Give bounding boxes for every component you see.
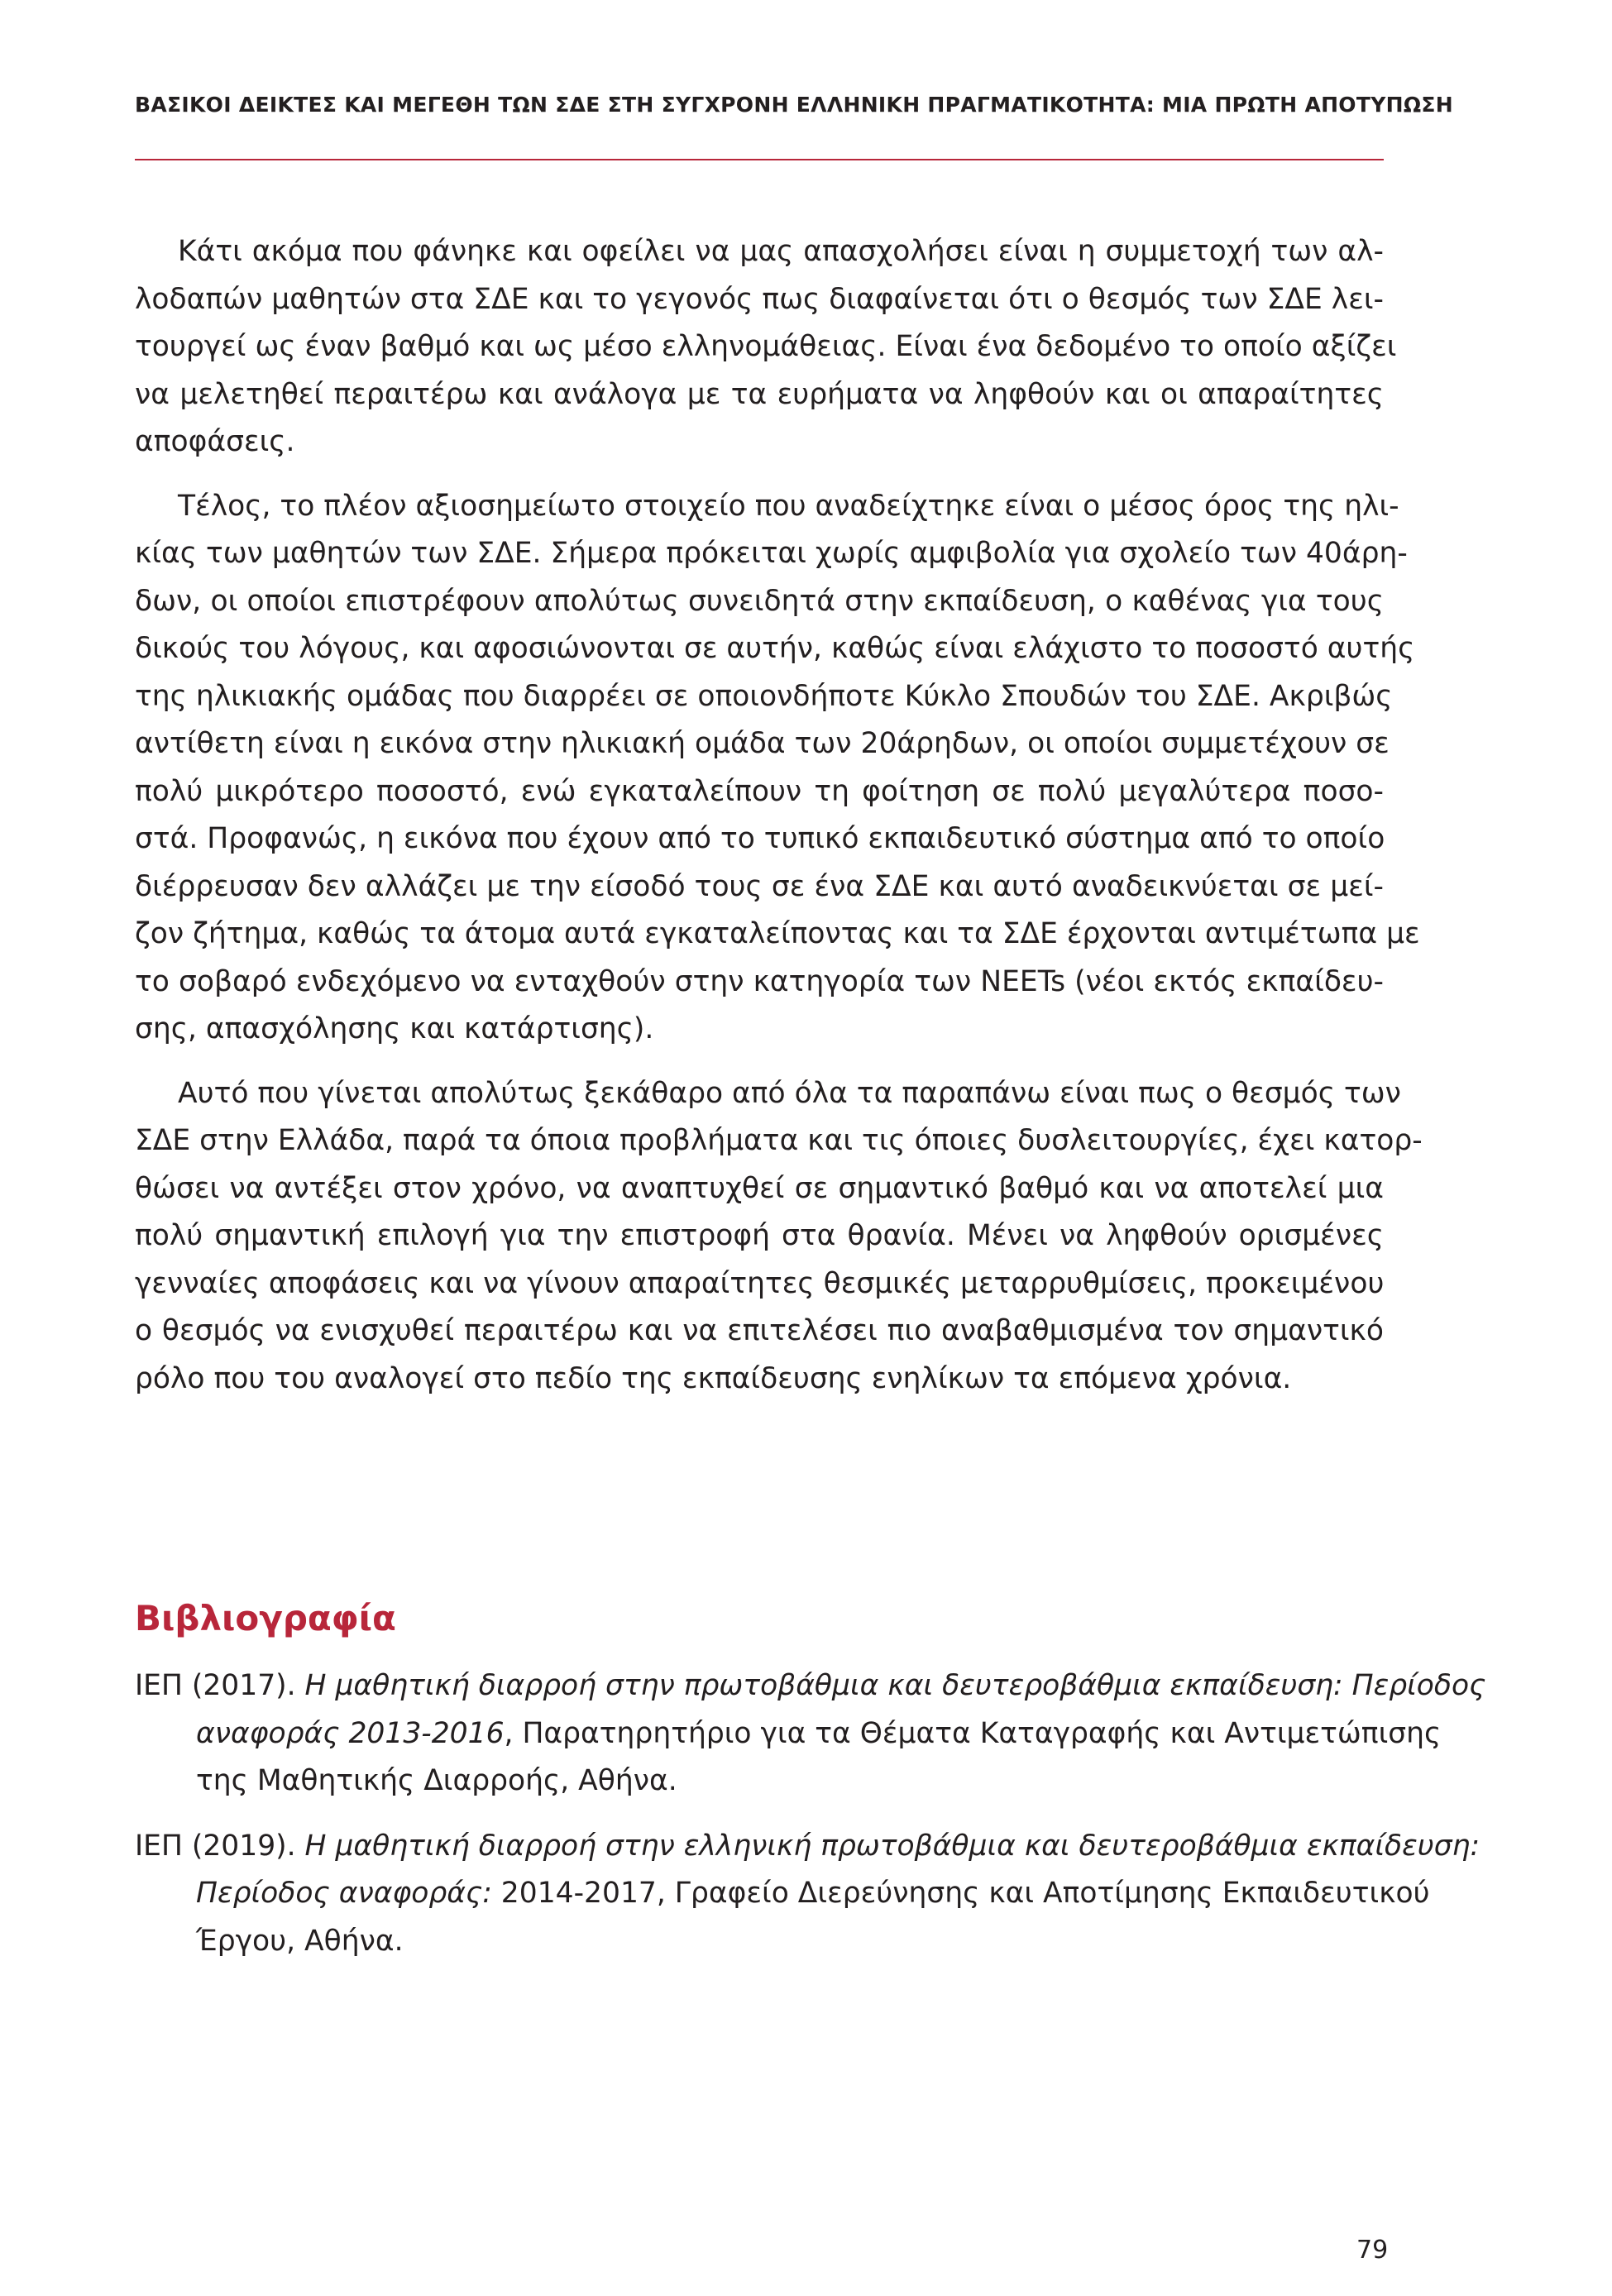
text-line: Αυτό που γίνεται απολύτως ξεκάθαρο από όλα τα παραπάνω είναι πως ο θεσμός των <box>178 1076 1401 1110</box>
text-line: διέρρευσαν δεν αλλάζει με την είσοδό τους σε ένα ΣΔΕ και αυτό αναδεικνύεται σε μεί- <box>135 869 1384 903</box>
text-line <box>196 1710 1442 1758</box>
bibliography-entry <box>135 1823 1480 1966</box>
paragraph <box>135 228 1397 466</box>
text-line: τουργεί ως έναν βαθμό και ως μέσο ελληνομάθειας. Είναι ένα δεδομένο το οποίο αξίζει <box>135 330 1397 363</box>
text-line: το σοβαρό ενδεχόμενο να ενταχθούν στην κατηγορία των NEETs (νέοι εκτός εκπαίδευ- <box>135 964 1384 998</box>
text-line: στά. Προφανώς, η εικόνα που έχουν από το τυπικό εκπαιδευτικό σύστημα από το οποίο <box>135 822 1385 855</box>
text-line: αποφάσεις. <box>135 425 295 458</box>
text-line: Κάτι ακόμα που φάνηκε και οφείλει να μας απασχολήσει είναι η συμμετοχή των αλ- <box>178 235 1384 268</box>
citation-title: Περίοδος αναφοράς: <box>196 1877 492 1910</box>
text-line: δικούς του λόγους, και αφοσιώνονται σε αυτήν, καθώς είναι ελάχιστο το ποσοστό αυτής <box>135 632 1415 665</box>
text-line: της Μαθητικής Διαρροής, Αθήνα. <box>196 1764 677 1797</box>
paragraph <box>135 1070 1423 1404</box>
text-line: ρόλο που του αναλογεί στο πεδίο της εκπαίδευσης ενηλίκων τα επόμενα χρόνια. <box>135 1361 1292 1395</box>
header-divider <box>135 159 1384 160</box>
citation-publisher: , Παρατηρητήριο για τα Θέματα Καταγραφής και Αντιμετώπισης <box>504 1716 1442 1750</box>
text-line: θώσει να αντέξει στον χρόνο, να αναπτυχθεί σε σημαντικό βαθμό και να αποτελεί μια <box>135 1171 1384 1205</box>
bibliography-entry <box>135 1662 1486 1806</box>
text-line <box>135 1823 1480 1871</box>
text-line <box>196 1870 1430 1918</box>
text-line: γενναίες αποφάσεις και να γίνουν απαραίτητες θεσμικές μεταρρυθμίσεις, προκειμένου <box>135 1266 1385 1300</box>
bibliography-list <box>135 1662 1486 1965</box>
text-line: Τέλος, το πλέον αξιοσημείωτο στοιχείο που αναδείχτηκε είναι ο μέσος όρος της ηλι- <box>178 489 1399 523</box>
citation-title: αναφοράς 2013-2016 <box>196 1716 505 1750</box>
text-line: ΣΔΕ στην Ελλάδα, παρά τα όποια προβλήματα και τις όποιες δυσλειτουργίες, έχει κατορ- <box>135 1124 1423 1157</box>
body-text <box>135 228 1423 1403</box>
bibliography-heading: Βιβλιογραφία <box>135 1598 396 1638</box>
running-header: ΒΑΣΙΚΟΙ ΔΕΙΚΤΕΣ ΚΑΙ ΜΕΓΕΘΗ ΤΩΝ ΣΔΕ ΣΤΗ ΣΥΓΧΡΟΝΗ ΕΛΛΗΝΙΚΗ ΠΡΑΓΜΑΤΙΚΟΤΗΤΑ: ΜΙΑ ΠΡΩΤΗ ΑΠΟΤΥΠΩΣΗ <box>135 93 1453 117</box>
text-line: της ηλικιακής ομάδας που διαρρέει σε οποιονδήποτε Κύκλο Σπουδών του ΣΔΕ. Ακριβώς <box>135 679 1393 713</box>
page-number: 79 <box>1356 2236 1389 2265</box>
citation-publisher: 2014-2017, Γραφείο Διερεύνησης και Αποτίμησης Εκπαιδευτικού <box>491 1877 1430 1910</box>
citation-title: Η μαθητική διαρροή στην πρωτοβάθμια και δευτεροβάθμια εκπαίδευση: Περίοδος <box>304 1669 1486 1702</box>
text-line: ζον ζήτημα, καθώς τα άτομα αυτά εγκαταλείποντας και τα ΣΔΕ έρχονται αντιμέτωπα με <box>135 917 1420 950</box>
text-line: να μελετηθεί περαιτέρω και ανάλογα με τα ευρήματα να ληφθούν και οι απαραίτητες <box>135 377 1384 411</box>
text-line: αντίθετη είναι η εικόνα στην ηλικιακή ομάδα των 20άρηδων, οι οποίοι συμμετέχουν σε <box>135 727 1390 760</box>
text-line: πολύ σημαντική επιλογή για την επιστροφή στα θρανία. Μένει να ληφθούν ορισμένες <box>135 1219 1384 1252</box>
text-line: λοδαπών μαθητών στα ΣΔΕ και το γεγονός πως διαφαίνεται ότι ο θεσμός των ΣΔΕ λει- <box>135 282 1384 316</box>
citation-title: Η μαθητική διαρροή στην ελληνική πρωτοβάθμια και δευτεροβάθμια εκπαίδευση: <box>304 1829 1480 1863</box>
text-line: κίας των μαθητών των ΣΔΕ. Σήμερα πρόκειται χωρίς αμφιβολία για σχολείο των 40άρη- <box>135 537 1408 570</box>
citation-author-year: ΙΕΠ (2019). <box>135 1829 305 1863</box>
text-line: Έργου, Αθήνα. <box>196 1924 404 1958</box>
text-line: πολύ μικρότερο ποσοστό, ενώ εγκαταλείπουν τη φοίτηση σε πολύ μεγαλύτερα ποσο- <box>135 774 1384 808</box>
text-line: ο θεσμός να ενισχυθεί περαιτέρω και να επιτελέσει πιο αναβαθμισμένα τον σημαντικό <box>135 1314 1384 1347</box>
paragraph <box>135 483 1420 1054</box>
text-line <box>135 1662 1486 1710</box>
text-line: σης, απασχόλησης και κατάρτισης). <box>135 1012 654 1045</box>
citation-author-year: ΙΕΠ (2017). <box>135 1669 305 1702</box>
text-line: δων, οι οποίοι επιστρέφουν απολύτως συνειδητά στην εκπαίδευση, ο καθένας για τους <box>135 584 1384 618</box>
